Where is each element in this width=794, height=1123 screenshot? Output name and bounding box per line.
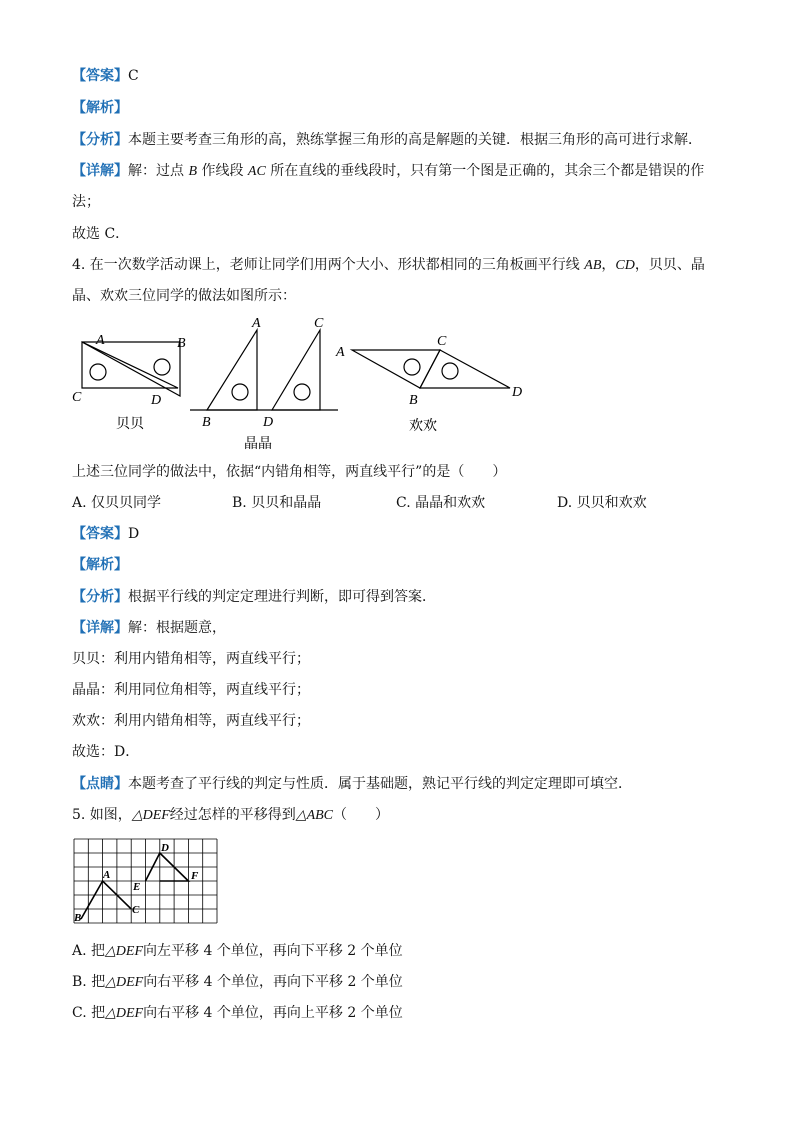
detail-text: 所在直线的垂线段时，只有第一个图是正确的，其余三个都是错误的作 (265, 163, 705, 179)
option-text: 向右平移 4 个单位，再向上平移 2 个单位 (143, 1005, 403, 1021)
point-d-label: D (151, 393, 162, 408)
q4-line-jingjing: 晶晶：利用同位角相等，两直线平行； (72, 682, 310, 698)
figure-jingjing (190, 330, 338, 410)
point-b-label: B (409, 393, 418, 408)
stem-text: 4. 在一次数学活动课上，老师让同学们用两个大小、形状都相同的三角板画平行线 (72, 257, 585, 273)
detail-text: 作线段 (197, 163, 248, 179)
comment-tag: 【点睛】 (72, 776, 128, 792)
analysis-tag: 【分析】 (72, 132, 128, 148)
option-prefix: B. 把 (72, 974, 106, 990)
q4-stem-line1 (72, 255, 705, 276)
q4-option-d: D. 贝贝和欢欢 (557, 495, 647, 511)
analysis-heading: 【解析】 (72, 557, 128, 573)
label-c: C (132, 904, 140, 916)
analysis-tag: 【分析】 (72, 589, 128, 605)
comment-text: 本题考查了平行线的判定与性质．属于基础题，熟记平行线的判定定理即可填空． (128, 776, 632, 792)
option-prefix: A. 把 (72, 943, 106, 959)
q4-option-a: A. 仅贝贝同学 (72, 495, 162, 511)
answer-tag: 【答案】 (72, 68, 128, 84)
detail-cont-text: 法； (72, 194, 100, 210)
analysis-text: 本题主要考查三角形的高，熟练掌握三角形的高是解题的关键．根据三角形的高可进行求解． (128, 132, 702, 148)
q5-grid-figure (72, 837, 222, 927)
point-a-label: A (96, 333, 105, 348)
option-triangle: △DEF (105, 944, 143, 959)
detail-text: 解：过点 (128, 163, 189, 179)
label-a: A (103, 869, 111, 881)
q3-analysis-line (72, 130, 702, 150)
triangle-abc: △ABC (295, 808, 334, 823)
detail-tag: 【详解】 (72, 620, 128, 636)
caption-jingjing: 晶晶 (244, 437, 272, 452)
point-b-label: B (177, 336, 186, 351)
q3-detail-line (72, 161, 704, 182)
analysis-text: 根据平行线的判定定理进行判断，即可得到答案． (128, 589, 436, 605)
q5-option-b (72, 972, 403, 993)
label-e: E (133, 881, 141, 893)
q4-analysis-line (72, 587, 436, 607)
q3-detail-cont (72, 192, 100, 212)
stem-text: （ ） (333, 807, 390, 823)
stem-text: ，贝贝、晶 (634, 257, 705, 273)
q3-choose (72, 224, 129, 244)
stem-comma: ， (601, 257, 616, 273)
q5-stem (72, 805, 389, 826)
answer-tag: 【答案】 (72, 526, 128, 542)
var-ac: AC (247, 164, 266, 179)
q4-option-c: C. 晶晶和欢欢 (396, 495, 486, 511)
q4-analysis-heading (72, 555, 128, 575)
caption-huanhuan: 欢欢 (409, 419, 437, 434)
label-d: D (161, 842, 169, 854)
point-d-label: D (512, 385, 523, 400)
var-b: B (188, 164, 198, 179)
point-c-label: C (437, 334, 447, 349)
q4-line-huanhuan: 欢欢：利用内错角相等，两直线平行； (72, 713, 310, 729)
stem-text-2: 晶、欢欢三位同学的做法如图所示： (72, 288, 296, 304)
var-ab: AB (584, 258, 602, 273)
q5-option-c (72, 1003, 403, 1024)
option-text: 向左平移 4 个单位，再向下平移 2 个单位 (143, 943, 403, 959)
label-f: F (191, 870, 199, 882)
q4-stem-line2 (72, 286, 296, 306)
figure-huanhuan (352, 350, 510, 388)
figure-beibei (82, 342, 180, 396)
q4-line-beibei: 贝贝：利用内错角相等，两直线平行； (72, 651, 310, 667)
point-c-label: C (72, 390, 82, 405)
detail-tag: 【详解】 (72, 163, 128, 179)
label-b: B (74, 912, 82, 924)
question-text: 上述三位同学的做法中，依据“内错角相等，两直线平行”的是（ ） (72, 464, 507, 480)
caption-beibei: 贝贝 (116, 417, 144, 432)
point-c-label: C (314, 316, 324, 331)
point-b-label: B (202, 415, 211, 430)
q4-answer-line (72, 524, 139, 544)
option-triangle: △DEF (105, 1006, 144, 1021)
point-a-label: A (336, 345, 345, 360)
q4-question (72, 462, 506, 482)
q4-choose: 故选：D． (72, 744, 140, 760)
triangle-def: △DEF (131, 808, 170, 823)
stem-text: 经过怎样的平移得到 (169, 807, 296, 823)
var-cd: CD (615, 258, 635, 273)
point-d-label: D (263, 415, 274, 430)
point-a-label: A (252, 316, 261, 331)
q4-detail-line (72, 618, 226, 638)
option-text: 向右平移 4 个单位，再向下平移 2 个单位 (143, 974, 403, 990)
q3-analysis-heading (72, 98, 128, 118)
option-triangle: △DEF (105, 975, 144, 990)
q5-option-a (72, 941, 403, 962)
q4-option-b: B. 贝贝和晶晶 (232, 495, 322, 511)
choose-text: 故选 C． (72, 226, 130, 242)
detail-text: 解：根据题意， (128, 620, 226, 636)
q3-answer-line (72, 66, 139, 86)
analysis-heading: 【解析】 (72, 100, 128, 116)
option-prefix: C. 把 (72, 1005, 106, 1021)
answer-value: C (128, 68, 139, 84)
q4-comment-line (72, 774, 632, 794)
answer-value: D (128, 526, 140, 542)
q4-figure (0, 310, 794, 470)
stem-text: 5. 如图， (72, 807, 132, 823)
